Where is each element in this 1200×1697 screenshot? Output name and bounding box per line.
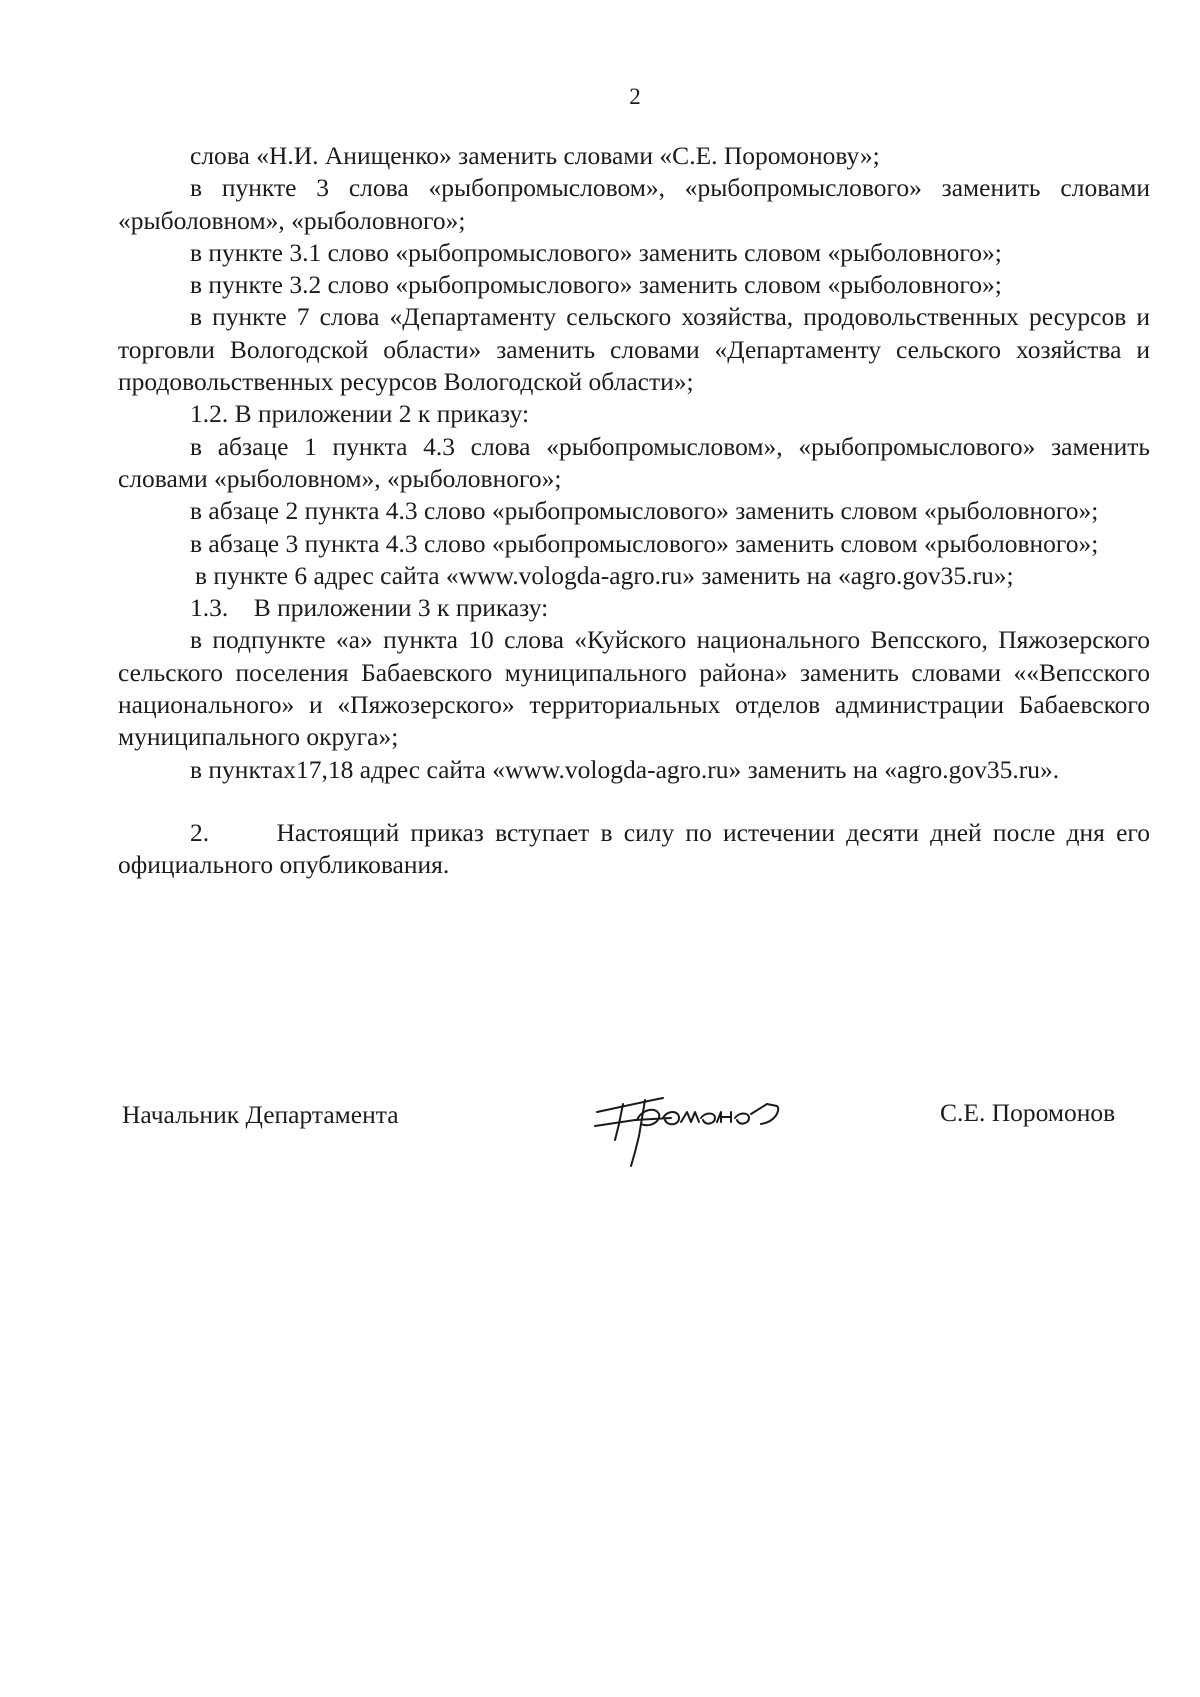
handwritten-signature bbox=[575, 1070, 795, 1180]
paragraph-6: 1.2. В приложении 2 к приказу: bbox=[190, 399, 530, 429]
paragraph-9: в абзаце 3 пункта 4.3 слово «рыбопромыслового» заменить словом «рыболовного»; bbox=[190, 528, 1099, 558]
paragraph-5: в пункте 7 слова «Департаменту сельского хозяйства, продовольственных ресурсов и торговли Вологодской области» заменить словами «Департаменту сельского хозяйства и продовольственных ресурсов Вологодской области»; bbox=[118, 302, 1150, 397]
signatory-name: С.Е. Поромонов bbox=[940, 1098, 1116, 1127]
paragraph-4: в пункте 3.2 слово «рыбопромыслового» заменить словом «рыболовного»; bbox=[190, 270, 1002, 300]
paragraph-14: 2. Настоящий приказ вступает в силу по истечении десяти дней после дня его официального опубликования. bbox=[118, 817, 1157, 880]
signatory-position: Начальник Департамента bbox=[122, 1100, 399, 1129]
paragraph-11: 1.3. В приложении 3 к приказу: bbox=[190, 593, 549, 623]
paragraph-2: в пункте 3 слова «рыбопромысловом», «рыбопромыслового» заменить словами «рыболовном», «рыболовного»; bbox=[118, 173, 1150, 235]
paragraph-3: в пункте 3.1 слово «рыбопромыслового» заменить словом «рыболовного»; bbox=[190, 237, 1002, 267]
paragraph-10: в пункте 6 адрес сайта «www.vologda-agro.ru» заменить на «agro.gov35.ru»; bbox=[195, 560, 1014, 590]
page-number: 2 bbox=[629, 84, 641, 109]
paragraph-1: слова «Н.И. Анищенко» заменить словами «С.Е. Поромонову»; bbox=[190, 141, 880, 170]
document-body bbox=[118, 140, 1157, 882]
signature-block bbox=[0, 1070, 1200, 1170]
paragraph-12: в подпункте «а» пункта 10 слова «Куйского национального Вепсского, Пяжозерского сельского поселения Бабаевского муниципального района» заменить словами ««Вепсского национального» и «Пяжозерского» территориальных отделов администрации Бабаевского муниципального округа»; bbox=[118, 625, 1150, 752]
paragraph-13: в пунктах17,18 адрес сайта «www.vologda-agro.ru» заменить на «agro.gov35.ru». bbox=[190, 754, 1060, 784]
paragraph-7: в абзаце 1 пункта 4.3 слова «рыбопромысловом», «рыбопромыслового» заменить словами «рыболовном», «рыболовного»; bbox=[118, 431, 1150, 493]
paragraph-gap bbox=[118, 786, 1150, 817]
paragraph-8: в абзаце 2 пункта 4.3 слово «рыбопромыслового» заменить словом «рыболовного»; bbox=[190, 496, 1099, 526]
